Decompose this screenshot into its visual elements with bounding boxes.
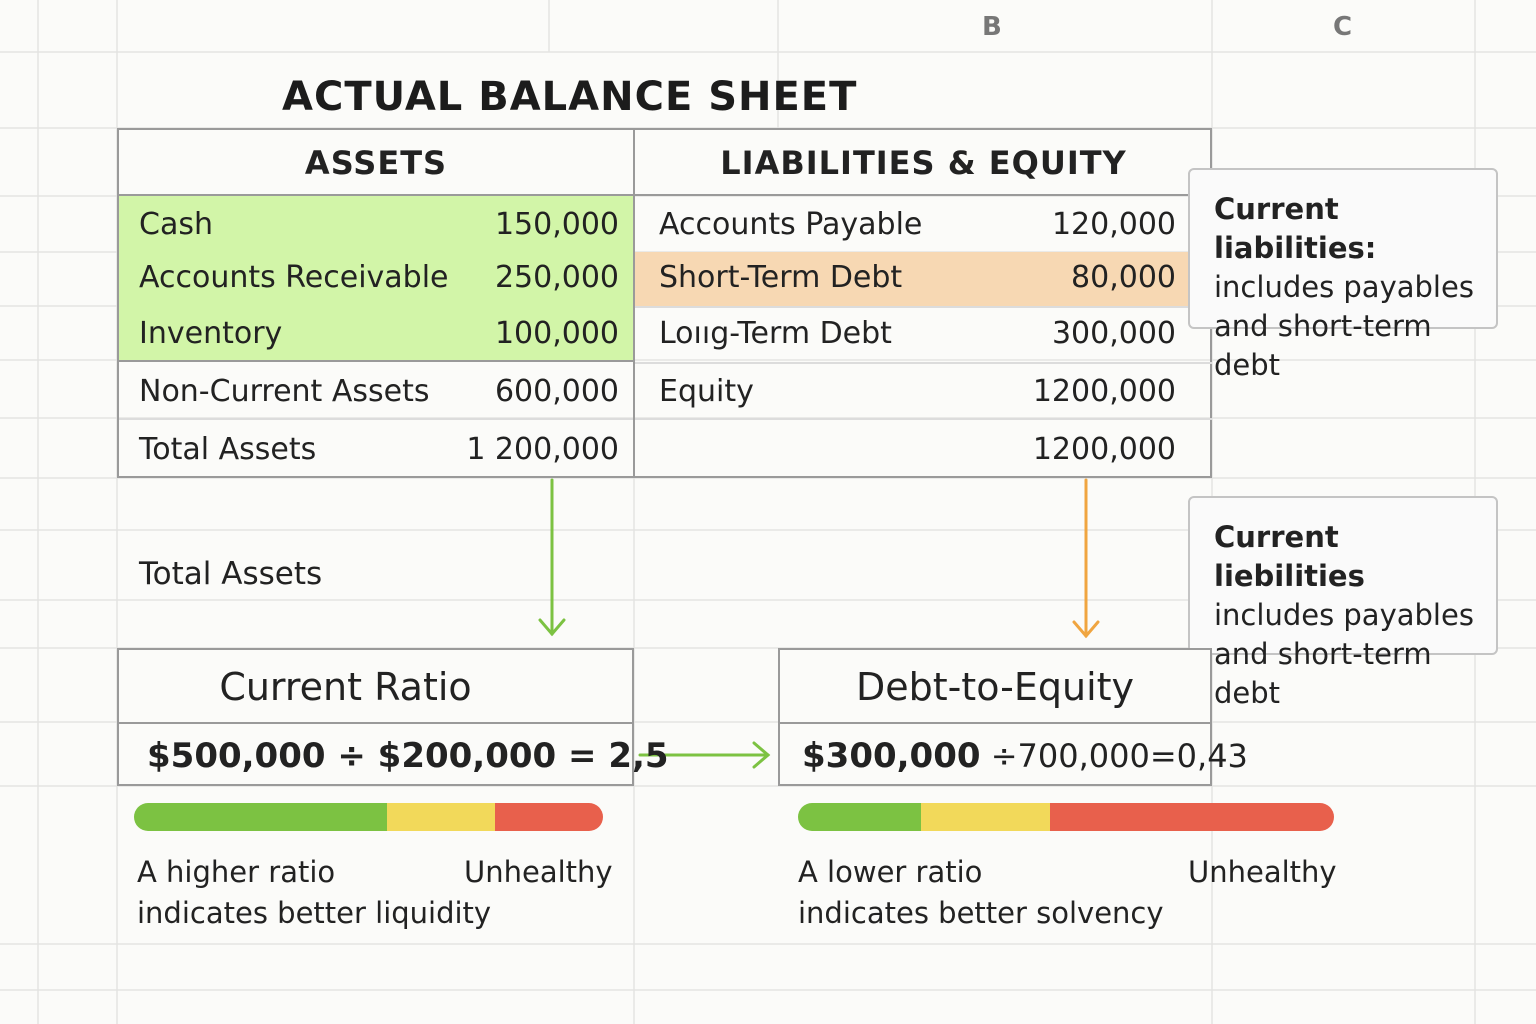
liability-label: Accounts Payable	[659, 207, 923, 242]
gauge-segment	[798, 803, 921, 831]
current-ratio-note	[137, 852, 491, 934]
sheet-title: ACTUAL BALANCE SHEET	[282, 74, 858, 120]
gauge-segment	[921, 803, 1050, 831]
gauge-segment	[387, 803, 495, 831]
callout-text: and short-term debt	[1214, 309, 1432, 382]
liability-label: Loııg-Term Debt	[659, 316, 892, 351]
formula-rest: ÷700,000=0,43	[980, 737, 1248, 775]
callout-title: Current liebilities	[1214, 520, 1365, 593]
gauge-segment	[495, 803, 603, 831]
assets-header: ASSETS	[119, 130, 635, 196]
asset-label: Non-Current Assets	[139, 374, 430, 409]
formula-amount: $300,000	[802, 736, 981, 776]
debt-to-equity-title: Debt-to-Equity	[780, 650, 1210, 724]
callout-text: and short-term debt	[1214, 637, 1432, 710]
callout-text: includes payables	[1214, 270, 1474, 304]
liability-label: Equity	[659, 374, 754, 409]
gauge-segment	[1050, 803, 1334, 831]
green-down-arrow	[540, 480, 564, 634]
debt-to-equity-box	[778, 648, 1248, 786]
current-ratio-title: Current Ratio	[119, 650, 632, 724]
total-assets-label: Total Assets	[139, 556, 323, 592]
debt-to-equity-gauge	[798, 803, 1334, 831]
note-line: indicates better liquidity	[137, 896, 492, 930]
debt-to-equity-note	[798, 852, 1164, 934]
liability-value: 1200,000	[1032, 432, 1176, 467]
column-header-b[interactable]: B	[982, 12, 1002, 42]
liability-value: 1200,000	[1032, 374, 1176, 409]
asset-value: 100,000	[494, 316, 619, 351]
liability-value: 300,000	[1051, 316, 1176, 351]
current-ratio-formula: $500,000 ÷ $200,000 = 2,5	[147, 736, 669, 776]
current-ratio-box	[117, 648, 669, 786]
callout-text: includes payables	[1214, 598, 1474, 632]
asset-value: 1 200,000	[466, 432, 619, 467]
liability-value: 80,000	[1071, 260, 1176, 295]
current-ratio-gauge	[134, 803, 603, 831]
asset-value: 600,000	[494, 374, 619, 409]
asset-label: Accounts Receivable	[139, 260, 449, 295]
asset-label: Cash	[139, 207, 213, 242]
debt-to-equity-status: Unhealthy	[1188, 855, 1337, 889]
asset-value: 150,000	[494, 207, 619, 242]
gauge-segment	[134, 803, 387, 831]
callout-title: Current liabilities:	[1214, 192, 1377, 265]
current-ratio-status: Unhealthy	[464, 855, 613, 889]
liabilities-header: LIABILITIES & EQUITY	[635, 130, 1212, 196]
debt-to-equity-formula	[802, 736, 1248, 776]
note-line: indicates better solvency	[798, 896, 1164, 930]
note-line: A higher ratio	[137, 855, 336, 889]
asset-label: Inventory	[139, 316, 283, 351]
column-header-c[interactable]: C	[1333, 12, 1353, 42]
orange-down-arrow	[1074, 480, 1098, 636]
liability-value: 120,000	[1051, 207, 1176, 242]
liability-label: Short-Term Debt	[659, 260, 903, 295]
asset-value: 250,000	[494, 260, 619, 295]
note-line: A lower ratio	[798, 855, 983, 889]
asset-label: Total Assets	[139, 432, 317, 467]
